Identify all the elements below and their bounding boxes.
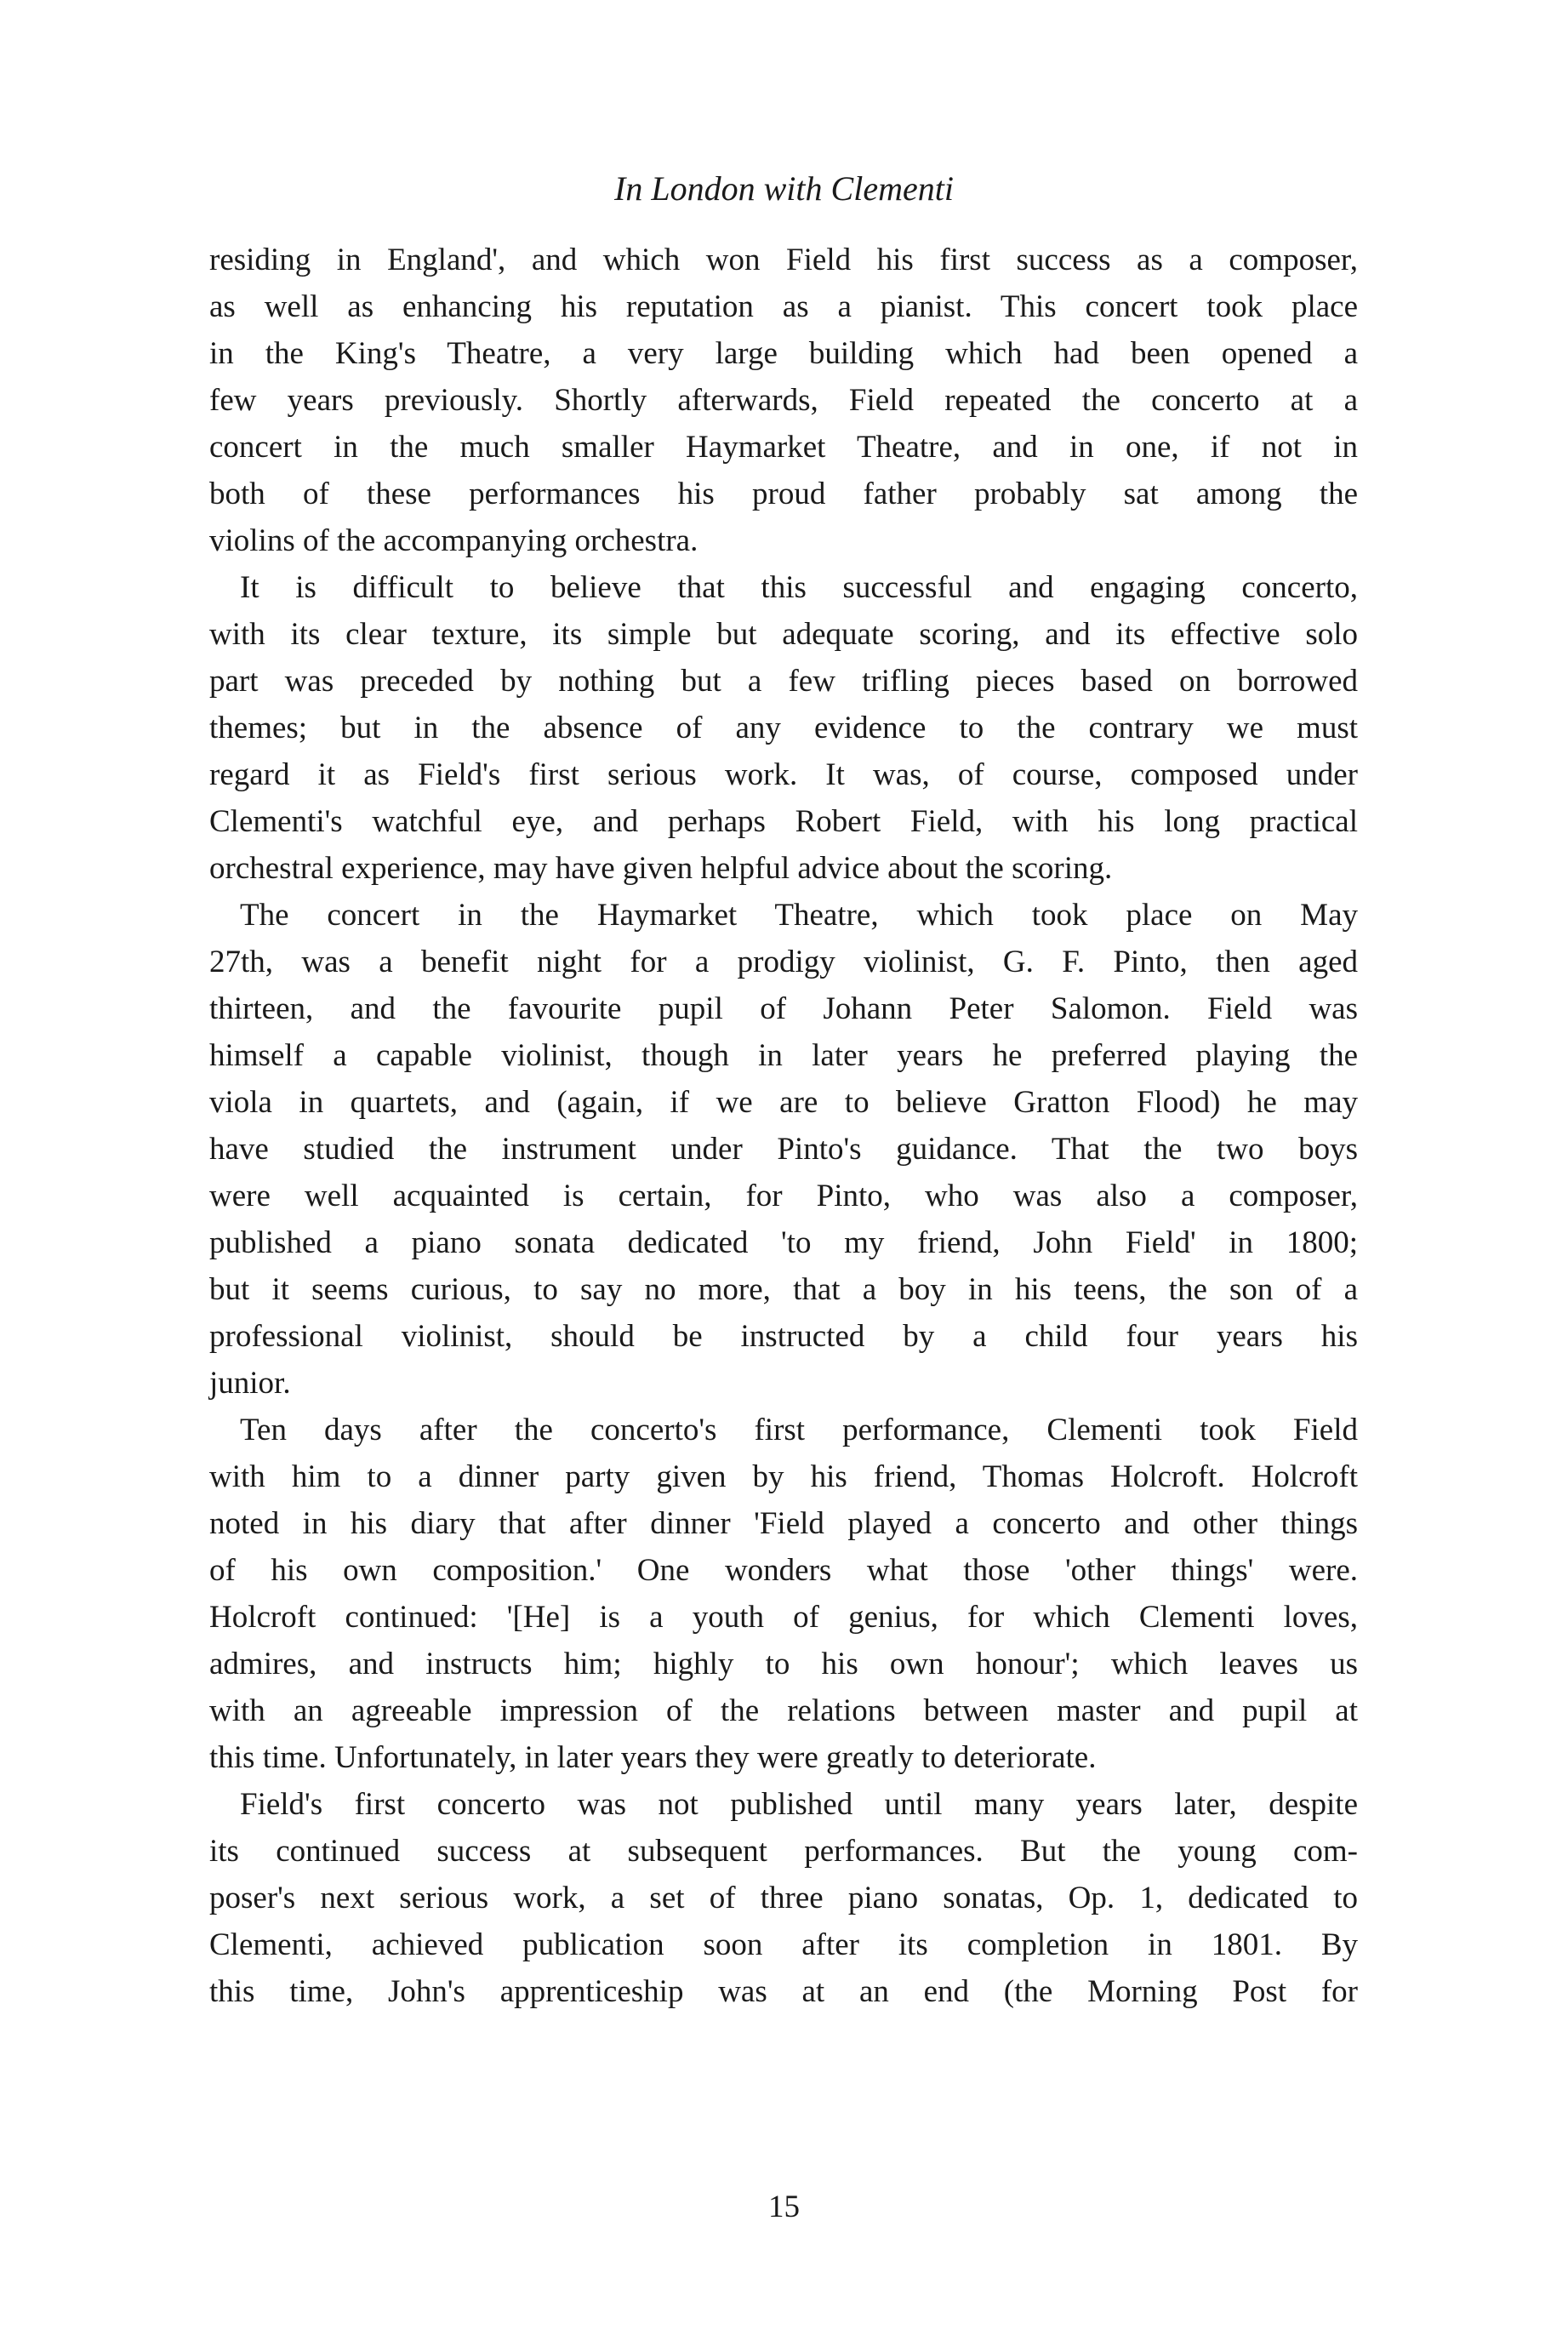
text-line: few years previously. Shortly afterwards, Field repeated the concerto at a <box>209 383 1358 418</box>
text-line: part was preceded by nothing but a few trifling pieces based on borrowed <box>209 664 1358 699</box>
text-line: viola in quartets, and (again, if we are to believe Gratton Flood) he may <box>209 1085 1358 1120</box>
text-line: with its clear texture, its simple but adequate scoring, and its effective solo <box>209 617 1358 652</box>
text-line: Ten days after the concerto's first performance, Clementi took Field <box>240 1413 1358 1447</box>
text-line: in the King's Theatre, a very large building which had been opened a <box>209 336 1358 371</box>
text-line: of his own composition.' One wonders what those 'other things' were. <box>209 1553 1358 1588</box>
text-line: published a piano sonata dedicated 'to my friend, John Field' in 1800; <box>209 1225 1358 1260</box>
text-line: as well as enhancing his reputation as a pianist. This concert took place <box>209 289 1358 324</box>
text-line: 27th, was a benefit night for a prodigy violinist, G. F. Pinto, then aged <box>209 945 1358 979</box>
paragraph-2 <box>209 564 1358 892</box>
text-line: thirteen, and the favourite pupil of Johann Peter Salomon. Field was <box>209 991 1358 1026</box>
text-line: violins of the accompanying orchestra. <box>209 523 698 558</box>
text-line: orchestral experience, may have given helpful advice about the scoring. <box>209 851 1113 886</box>
running-head: In London with Clementi <box>614 169 954 208</box>
text-line: Clementi's watchful eye, and perhaps Robert Field, with his long practical <box>209 804 1358 839</box>
text-line: junior. <box>209 1366 291 1401</box>
text-line: this time. Unfortunately, in later years they were greatly to deteriorate. <box>209 1740 1097 1775</box>
text-line: The concert in the Haymarket Theatre, which took place on May <box>240 898 1358 933</box>
text-line: It is difficult to believe that this successful and engaging concerto, <box>240 570 1358 605</box>
text-line: this time, John's apprenticeship was at an end (the Morning Post for <box>209 1974 1358 2009</box>
text-line: poser's next serious work, a set of three piano sonatas, Op. 1, dedicated to <box>209 1881 1358 1915</box>
paragraph-3 <box>209 892 1358 1407</box>
paragraph-1 <box>209 237 1358 564</box>
text-line: regard it as Field's first serious work. It was, of course, composed under <box>209 757 1358 792</box>
text-line: admires, and instructs him; highly to his own honour'; which leaves us <box>209 1647 1358 1681</box>
page-number: 15 <box>768 2189 800 2224</box>
text-line: with an agreeable impression of the relations between master and pupil at <box>209 1693 1358 1728</box>
text-line: were well acquainted is certain, for Pinto, who was also a composer, <box>209 1179 1358 1213</box>
paragraph-5 <box>209 1781 1358 2015</box>
text-line: have studied the instrument under Pinto's guidance. That the two boys <box>209 1132 1358 1167</box>
body-text <box>209 237 1358 2015</box>
text-line: themes; but in the absence of any evidence to the contrary we must <box>209 711 1358 745</box>
text-line: but it seems curious, to say no more, that a boy in his teens, the son of a <box>209 1272 1358 1307</box>
text-line: Field's first concerto was not published until many years later, despite <box>240 1787 1358 1822</box>
text-line: noted in his diary that after dinner 'Field played a concerto and other things <box>209 1506 1358 1541</box>
text-line: Holcroft continued: '[He] is a youth of genius, for which Clementi loves, <box>209 1600 1358 1635</box>
text-line: professional violinist, should be instructed by a child four years his <box>209 1319 1358 1354</box>
paragraph-4 <box>209 1407 1358 1781</box>
text-line: with him to a dinner party given by his friend, Thomas Holcroft. Holcroft <box>209 1459 1358 1494</box>
text-line: both of these performances his proud father probably sat among the <box>209 477 1358 511</box>
text-line: residing in England', and which won Field his first success as a composer, <box>209 243 1358 277</box>
text-line: Clementi, achieved publication soon after its completion in 1801. By <box>209 1927 1358 1962</box>
text-line: himself a capable violinist, though in later years he preferred playing the <box>209 1038 1358 1073</box>
text-line: concert in the much smaller Haymarket Theatre, and in one, if not in <box>209 430 1358 465</box>
text-line: its continued success at subsequent performances. But the young com- <box>209 1834 1358 1869</box>
